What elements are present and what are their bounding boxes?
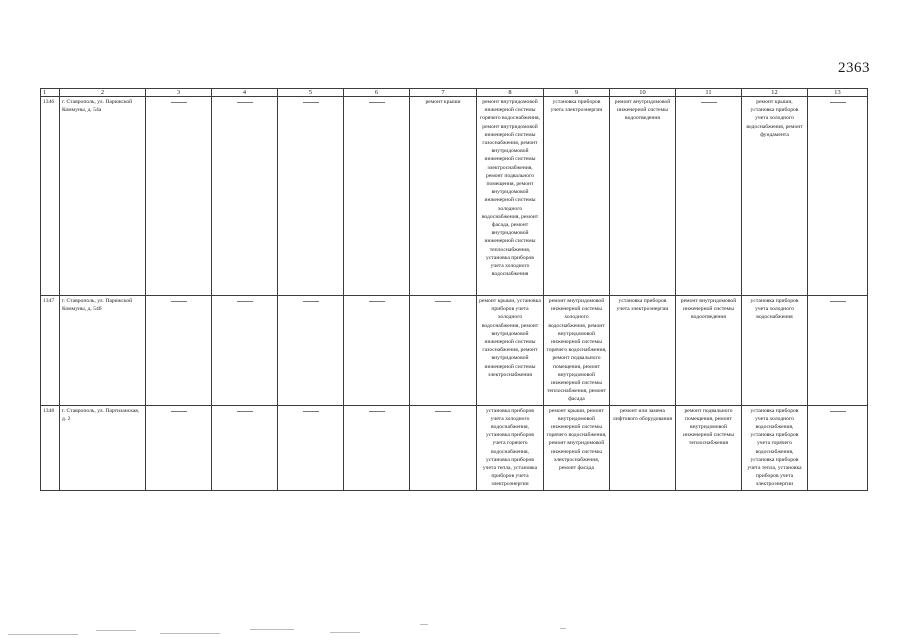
dash-mark xyxy=(171,411,187,412)
dash-mark xyxy=(830,301,846,302)
page-number: 2363 xyxy=(838,60,870,76)
column-number: 2 xyxy=(60,89,146,97)
empty-cell xyxy=(278,405,344,490)
empty-cell xyxy=(410,296,477,406)
dash-mark xyxy=(435,411,451,412)
column-number: 7 xyxy=(410,89,477,97)
empty-cell xyxy=(808,296,868,406)
work-cell: установка приборов учета холодного водоснабжения, установка приборов учета горячего водоснабжения, установка приборов учета тепла, установка приборов учета электроэнергии xyxy=(742,405,808,490)
register-table xyxy=(40,88,868,491)
work-cell: установка приборов учета холодного водоснабжения xyxy=(742,296,808,406)
dash-mark xyxy=(237,301,253,302)
column-number: 10 xyxy=(610,89,676,97)
dash-mark xyxy=(303,301,319,302)
empty-cell xyxy=(146,296,212,406)
dash-mark xyxy=(830,102,846,103)
column-number-row xyxy=(41,89,868,97)
work-cell: ремонт крыши, установка приборов учета холодного водоснабжения, ремонт фундамента xyxy=(742,97,808,296)
column-number: 5 xyxy=(278,89,344,97)
dash-mark xyxy=(369,301,385,302)
scan-specks xyxy=(0,620,905,640)
work-cell: установка приборов учета электроэнергии xyxy=(544,97,610,296)
work-cell: установка приборов учета холодного водоснабжения, установка приборов учета горячего водоснабжения, установка приборов учета тепла, установка приборов учета электроэнергии xyxy=(477,405,544,490)
work-cell: ремонт или замена лифтового оборудования xyxy=(610,405,676,490)
work-cell: ремонт крыши, установка приборов учета холодного водоснабжения, ремонт внутридомовой инженерной системы газоснабжения, ремонт внутридомовой инженерной системы электроснабжения xyxy=(477,296,544,406)
column-number: 12 xyxy=(742,89,808,97)
empty-cell xyxy=(344,97,410,296)
column-number: 9 xyxy=(544,89,610,97)
work-cell: ремонт внутридомовой инженерной системы водоотведения xyxy=(676,296,742,406)
empty-cell xyxy=(808,97,868,296)
column-number: 8 xyxy=(477,89,544,97)
dash-mark xyxy=(171,301,187,302)
column-number: 13 xyxy=(808,89,868,97)
dash-mark xyxy=(830,411,846,412)
dash-mark xyxy=(171,102,187,103)
empty-cell xyxy=(212,97,278,296)
work-cell: ремонт внутридомовой инженерной системы холодного водоснабжения, ремонт внутридомовой инженерной системы горячего водоснабжения, ремонт подвального помещения, ремонт внутридомовой инженерной системы теплоснабжения, ремонт фасада xyxy=(544,296,610,406)
row-number: 1346 xyxy=(41,97,60,296)
work-cell: ремонт внутридомовой инженерной системы горячего водоснабжения, ремонт внутридомовой инженерной системы газоснабжения, ремонт внутридомовой инженерной системы электроснабжения, ремонт подвального помещения, ремонт внутридомовой инженерной системы холодного водоснабжения, ремонт фасада, ремонт внутридомовой инженерной системы теплоснабжения, установка приборов учета холодного водоснабжения xyxy=(477,97,544,296)
row-number: 1347 xyxy=(41,296,60,406)
dash-mark xyxy=(303,102,319,103)
empty-cell xyxy=(212,405,278,490)
empty-cell xyxy=(410,405,477,490)
column-number: 4 xyxy=(212,89,278,97)
empty-cell xyxy=(146,97,212,296)
dash-mark xyxy=(369,102,385,103)
empty-cell xyxy=(146,405,212,490)
work-cell: ремонт подвального помещения, ремонт внутридомовой инженерной системы теплоснабжения xyxy=(676,405,742,490)
empty-cell xyxy=(676,97,742,296)
work-cell: установка приборов учета электроэнергии xyxy=(610,296,676,406)
table-row xyxy=(41,296,868,406)
dash-mark xyxy=(237,102,253,103)
dash-mark xyxy=(701,102,717,103)
work-cell: ремонт крыши, ремонт внутридомовой инженерной системы горячего водоснабжения, ремонт внутридомовой инженерной системы электроснабжения, ремонт фасада xyxy=(544,405,610,490)
dash-mark xyxy=(369,411,385,412)
work-cell: ремонт внутридомовой инженерной системы водоотведения xyxy=(610,97,676,296)
column-number: 1 xyxy=(41,89,60,97)
empty-cell xyxy=(344,405,410,490)
dash-mark xyxy=(435,301,451,302)
table-row xyxy=(41,97,868,296)
dash-mark xyxy=(303,411,319,412)
row-number: 1348 xyxy=(41,405,60,490)
empty-cell xyxy=(808,405,868,490)
address-cell: г. Ставрополь, ул. Парижской Коммуны, д. 54а xyxy=(60,97,146,296)
empty-cell xyxy=(278,97,344,296)
address-cell: г. Ставрополь, ул. Партизанская, д. 2 xyxy=(60,405,146,490)
column-number: 3 xyxy=(146,89,212,97)
table-row xyxy=(41,405,868,490)
empty-cell xyxy=(344,296,410,406)
dash-mark xyxy=(237,411,253,412)
work-cell: ремонт крыши xyxy=(410,97,477,296)
empty-cell xyxy=(212,296,278,406)
column-number: 6 xyxy=(344,89,410,97)
column-number: 11 xyxy=(676,89,742,97)
address-cell: г. Ставрополь, ул. Парижской Коммуны, д. 54б xyxy=(60,296,146,406)
empty-cell xyxy=(278,296,344,406)
